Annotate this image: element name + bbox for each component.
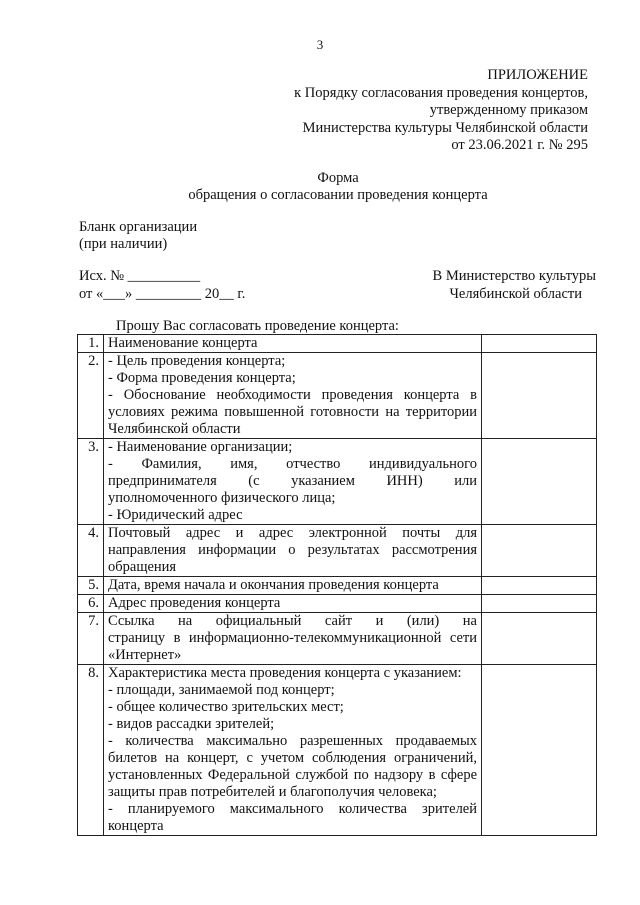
description-line: - видов рассадки зрителей; [108,716,275,732]
description-line: Челябинской области [108,421,241,437]
answer-cell[interactable] [482,335,597,353]
description-line: - количества максимально разрешенных продаваемых [108,733,477,749]
row-number: 3. [78,439,104,525]
table-row [78,439,597,525]
answer-cell[interactable] [482,577,597,595]
row-description [104,353,482,439]
answer-cell[interactable] [482,525,597,577]
description-line: - Цель проведения концерта; [108,353,286,369]
row-description [104,595,482,613]
row-number: 2. [78,353,104,439]
outgoing-ref: Исх. № __________ [79,268,201,284]
request-intro: Прошу Вас согласовать проведение концерта: [116,318,399,334]
outgoing-date: от «___» _________ 20__ г. [79,286,246,302]
row-description [104,613,482,665]
description-line: концерта [108,818,164,834]
description-line: установленных Федеральной службой по надзору в сфере [108,767,477,783]
appendix-line: от 23.06.2021 г. № 295 [451,137,588,153]
description-line: - Обоснование необходимости проведения концерта в [108,387,477,403]
description-line: - Фамилия, имя, отчество индивидуального [108,456,477,472]
form-subtitle: обращения о согласовании проведения концерта [188,187,488,203]
recipient-line: Челябинской области [449,286,582,302]
row-description [104,335,482,353]
answer-cell[interactable] [482,439,597,525]
description-line: предпринимателя (с указанием ИНН) или [108,473,477,489]
row-description [104,665,482,836]
description-line: - общее количество зрительских мест; [108,699,344,715]
table-row [78,595,597,613]
table-row [78,335,597,353]
description-line: Ссылка на официальный сайт и (или) на [108,613,477,629]
answer-cell[interactable] [482,595,597,613]
answer-cell[interactable] [482,353,597,439]
table-row [78,525,597,577]
request-table [77,334,597,836]
letterhead-label: Бланк организации [79,219,198,235]
description-line: Дата, время начала и окончания проведения концерта [108,577,439,593]
description-line: - Форма проведения концерта; [108,370,296,386]
description-line: «Интернет» [108,647,182,663]
description-line: обращения [108,559,177,575]
description-line: - Наименование организации; [108,439,293,455]
form-title: Форма [317,170,359,186]
recipient-line: В Министерство культуры [432,268,596,284]
description-line: - площади, занимаемой под концерт; [108,682,335,698]
row-number: 6. [78,595,104,613]
description-line: Почтовый адрес и адрес электронной почты для [108,525,477,541]
row-number: 1. [78,335,104,353]
letterhead-note: (при наличии) [79,236,168,252]
appendix-title: ПРИЛОЖЕНИЕ [487,67,588,83]
appendix-line: Министерства культуры Челябинской области [302,120,588,136]
table-row [78,665,597,836]
description-line: билетов на концерт, с учетом соблюдения ограничений, [108,750,477,766]
table-row [78,353,597,439]
description-line: Характеристика места проведения концерта с указанием: [108,665,462,681]
row-number: 4. [78,525,104,577]
table-row [78,577,597,595]
answer-cell[interactable] [482,613,597,665]
appendix-line: утвержденному приказом [429,102,588,118]
description-line: - Юридический адрес [108,507,243,523]
description-line: - планируемого максимального количества зрителей [108,801,477,817]
description-line: уполномоченного физического лица; [108,490,336,506]
table-row [78,613,597,665]
row-description [104,439,482,525]
description-line: страницу в информационно-телекоммуникационной сети [108,630,477,646]
description-line: направления информации о результатах рассмотрения [108,542,477,558]
description-line: защиты прав потребителей и благополучия человека; [108,784,437,800]
description-line: условиях режима повышенной готовности на территории [108,404,477,420]
appendix-line: к Порядку согласования проведения концертов, [294,85,588,101]
description-line: Адрес проведения концерта [108,595,281,611]
row-number: 5. [78,577,104,595]
row-number: 7. [78,613,104,665]
answer-cell[interactable] [482,665,597,836]
description-line: Наименование концерта [108,335,258,351]
row-description [104,525,482,577]
row-description [104,577,482,595]
page-number: 3 [316,37,324,52]
row-number: 8. [78,665,104,836]
